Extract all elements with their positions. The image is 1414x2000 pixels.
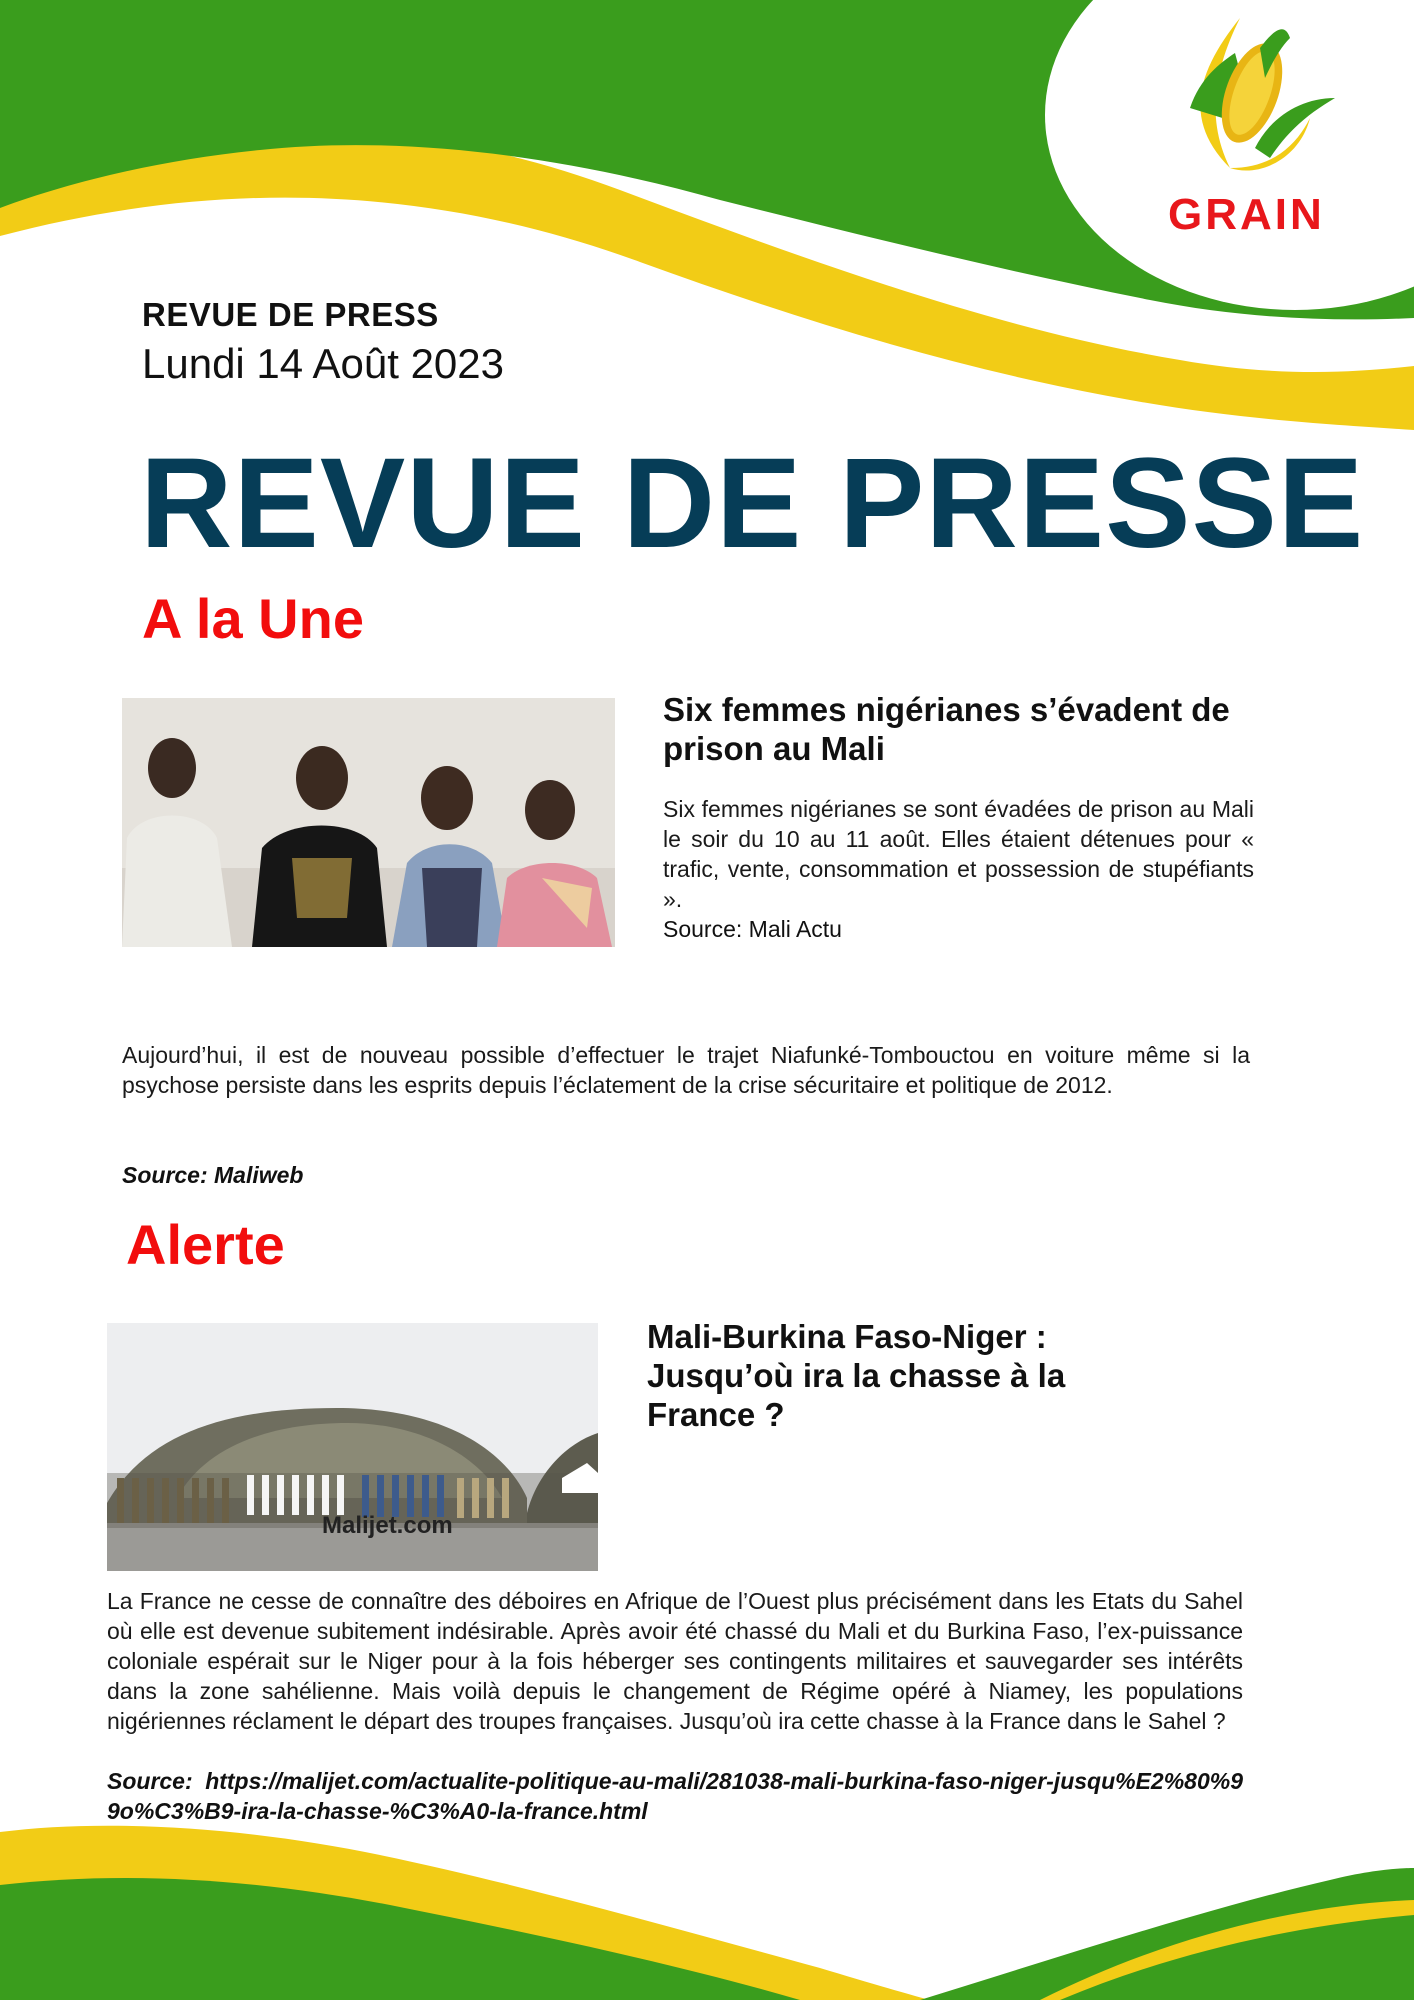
article-source-link[interactable]: Source: https://malijet.com/actualite-politique-au-mali/281038-mali-burkina-faso-niger-jusqu%E2%80%99o%C3%B9-ira-la-chasse-%C3%A0-la-france.html [107, 1768, 1243, 1824]
article-source-prison: Source: Mali Actu [663, 916, 842, 942]
paragraph-niafunke: Aujourd’hui, il est de nouveau possible d’effectuer le trajet Niafunké-Tombouctou en voiture même si la psychose persiste dans les esprits depuis l’éclatement de la crise sécuritaire et politique de 2012. [122, 1042, 1250, 1098]
article-body-chasse: La France ne cesse de connaître des déboires en Afrique de l’Ouest plus précisément dans les Etats du Sahel où elle est devenue subitement indésirable. Après avoir été chassé du Mali et du Burkina Faso, l’ex-puissance coloniale espérait sur le Niger pour à la fois héberger ses contingents militaires et sauvegarder ses intérêts dans la zone sahélienne. Mais voilà depuis le changement de Régime opéré à Niamey, les populations nigériennes réclament le départ des troupes françaises. Jusqu’où ira cette chasse à la France dans le Sahel ? [107, 1588, 1243, 1734]
paragraph-source: Source: Maliweb [122, 1162, 304, 1188]
article-body-prison: Six femmes nigérianes se sont évadées de prison au Mali le soir du 10 au 11 août. Elles étaient détenues pour « trafic, vente, consommation et possession de stupéfiants ». [663, 796, 1254, 912]
section-heading-une: A la Une [142, 587, 364, 650]
article-photo-military-base [107, 1323, 598, 1571]
article-photo-women [122, 698, 615, 947]
photo-watermark: Malijet.com [322, 1512, 453, 1539]
section-heading-alerte: Alerte [126, 1213, 285, 1276]
article-title-chasse: Mali-Burkina Faso-Niger : Jusqu’où ira la chasse à la France ? [647, 1318, 1066, 1433]
header-date: Lundi 14 Août 2023 [142, 340, 505, 387]
page-title: REVUE DE PRESSE [140, 432, 1365, 575]
grain-logo [1160, 8, 1350, 188]
article-title-prison: Six femmes nigérianes s’évadent de prison au Mali [663, 691, 1230, 767]
logo-wordmark: GRAIN [1168, 190, 1325, 239]
header-kicker: REVUE DE PRESS [142, 296, 439, 333]
